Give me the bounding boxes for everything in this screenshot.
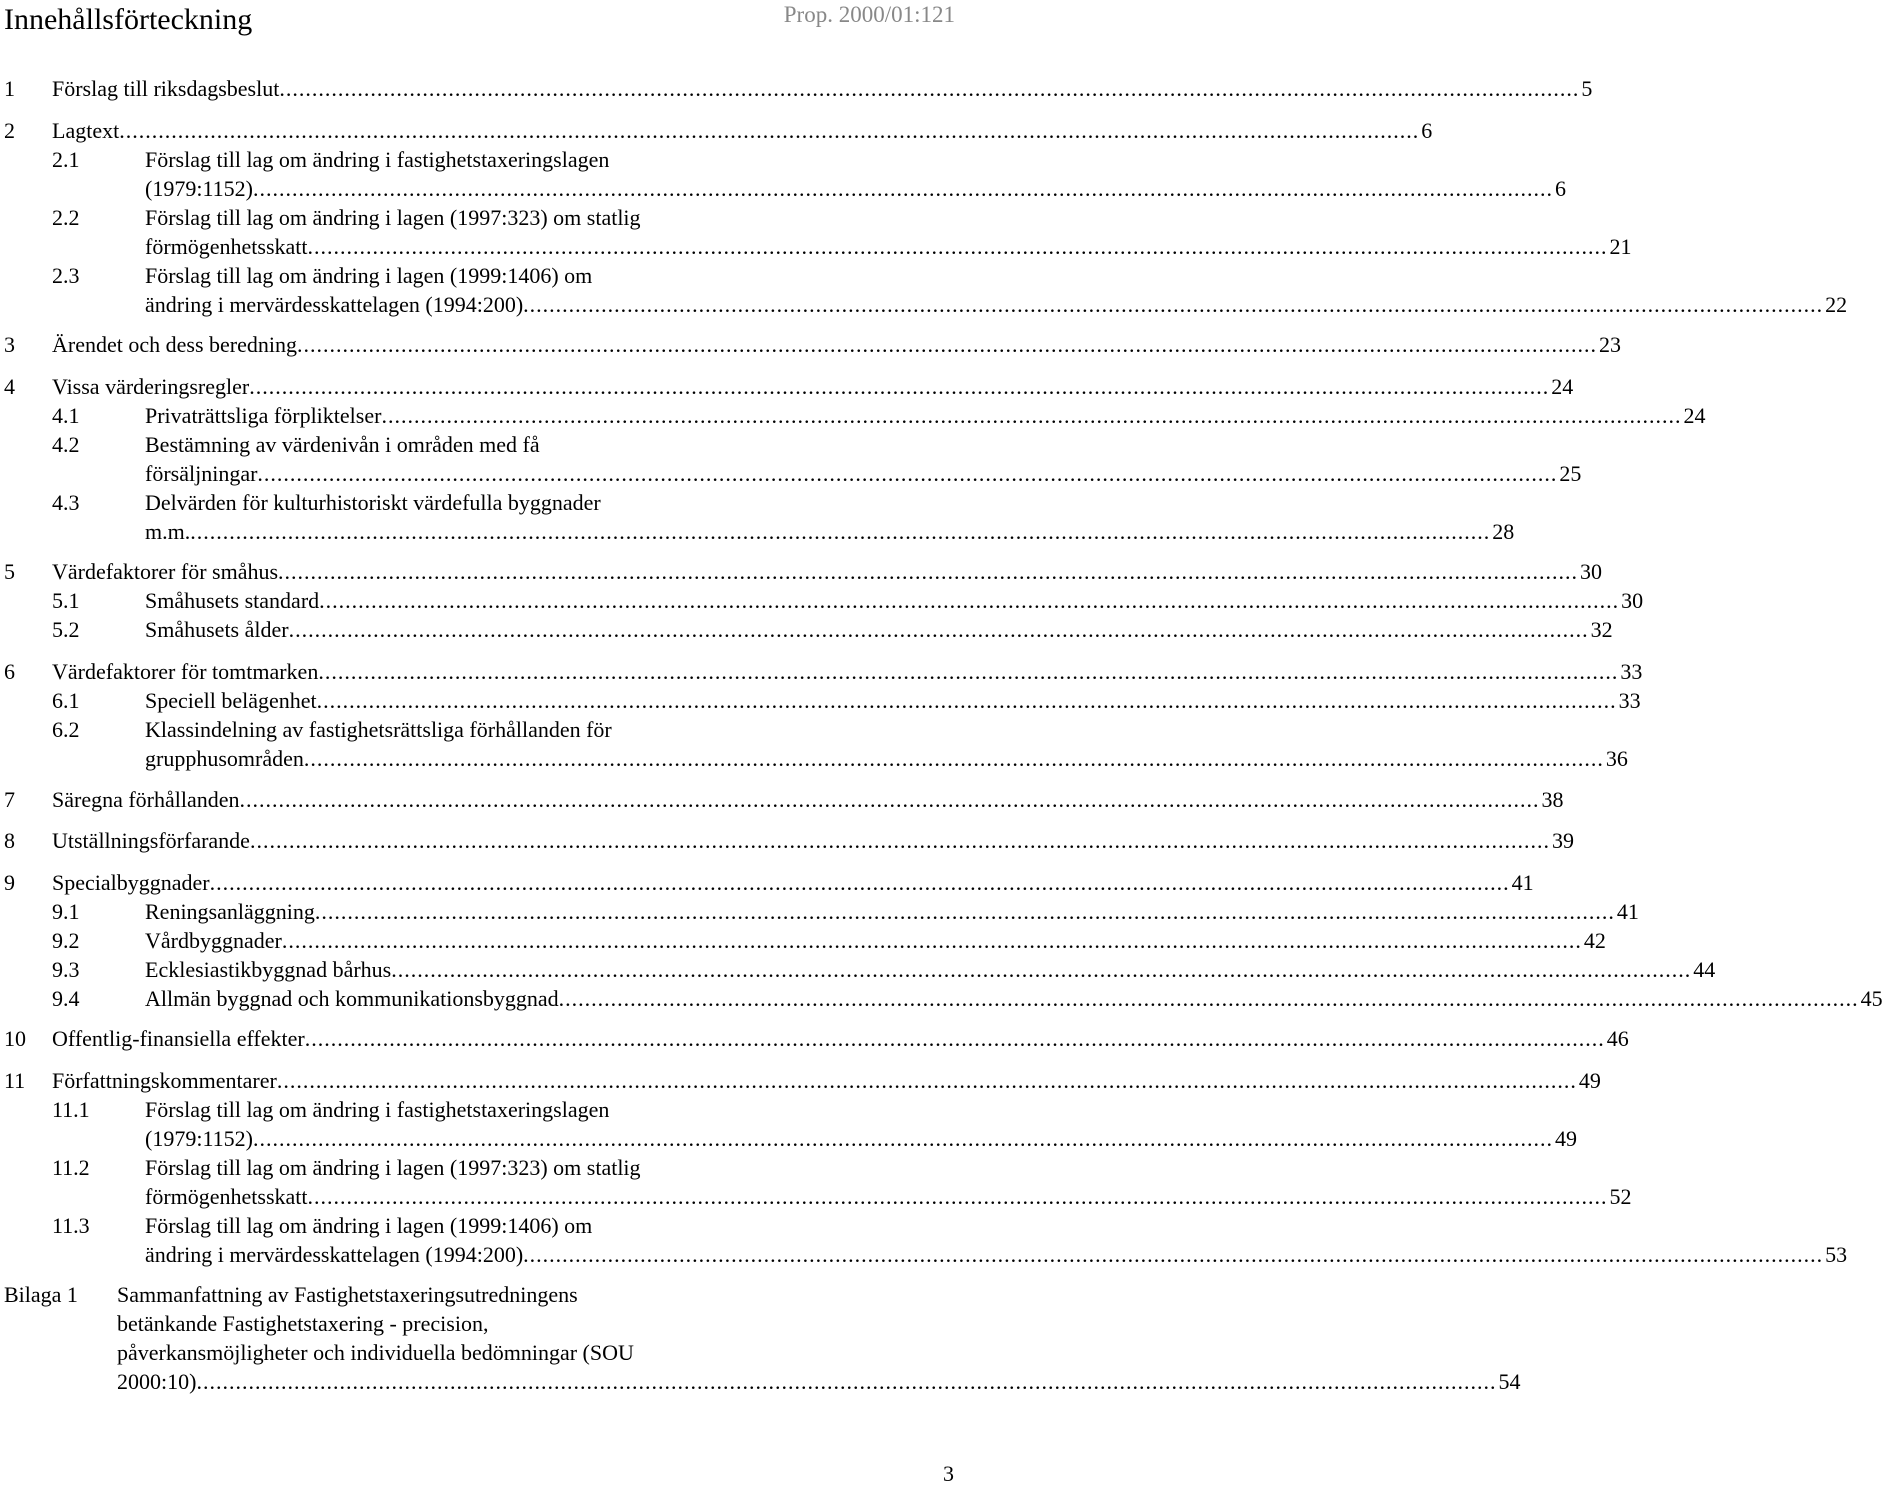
toc-leader-dots: ........................................................................................................................................................................................................ bbox=[279, 76, 1580, 101]
toc-entry-title: Värdefaktorer för småhus bbox=[52, 559, 279, 584]
toc-entry-number: 11 bbox=[4, 1068, 26, 1093]
toc-entry-number: 2.1 bbox=[52, 147, 80, 172]
toc-entry-number: 5.1 bbox=[52, 588, 80, 613]
toc-entry-title: Vårdbyggnader bbox=[145, 928, 282, 953]
toc-entry-page: 44 bbox=[1693, 957, 1716, 982]
toc-entry-page: 45 bbox=[1860, 986, 1883, 1011]
toc-entry-page: 32 bbox=[1590, 617, 1613, 642]
toc-entry-page: 39 bbox=[1551, 828, 1574, 853]
toc-entry-title: betänkande Fastighetstaxering - precision, bbox=[117, 1311, 489, 1336]
toc-entry-title: Delvärden för kulturhistoriskt värdefulla byggnader bbox=[145, 490, 601, 515]
toc-leader-dots: ........................................................................................................................................................................................................ bbox=[303, 746, 1604, 771]
toc-entry-number: 4.3 bbox=[52, 490, 80, 515]
toc-entry-title: Ärendet och dess beredning bbox=[52, 332, 297, 357]
toc-leader-dots: ........................................................................................................................................................................................................ bbox=[558, 986, 1859, 1011]
document-reference: Prop. 2000/01:121 bbox=[783, 2, 955, 27]
toc-leader-dots: ........................................................................................................................................................................................................ bbox=[381, 403, 1682, 428]
toc-leader-dots: ........................................................................................................................................................................................................ bbox=[296, 332, 1597, 357]
toc-entry-title: försäljningar bbox=[145, 461, 258, 486]
toc-entry-title: (1979:1152) bbox=[145, 176, 253, 201]
toc-entry-number: 4.2 bbox=[52, 432, 80, 457]
toc-entry-page: 52 bbox=[1609, 1184, 1632, 1209]
toc-leader-dots: ........................................................................................................................................................................................................ bbox=[391, 957, 1692, 982]
toc-entry-title: Allmän byggnad och kommunikationsbyggnad bbox=[145, 986, 559, 1011]
toc-entry-title: Privaträttsliga förpliktelser bbox=[145, 403, 382, 428]
toc-entry-page: 23 bbox=[1598, 332, 1621, 357]
toc-entry-page: 5 bbox=[1581, 76, 1593, 101]
toc-leader-dots: ........................................................................................................................................................................................................ bbox=[196, 1369, 1497, 1394]
toc-entry-title: påverkansmöjligheter och individuella bedömningar (SOU bbox=[117, 1340, 634, 1365]
toc-leader-dots: ........................................................................................................................................................................................................ bbox=[304, 1026, 1605, 1051]
page-title: Innehållsförteckning bbox=[4, 3, 253, 36]
toc-entry-title: m.m. bbox=[145, 519, 191, 544]
toc-entry-title: Ecklesiastikbyggnad bårhus bbox=[145, 957, 392, 982]
toc-entry-number: 4.1 bbox=[52, 403, 80, 428]
toc-entry-title: grupphusområden bbox=[145, 746, 304, 771]
toc-entry-number: 9.4 bbox=[52, 986, 80, 1011]
toc-entry-number: Bilaga 1 bbox=[4, 1282, 78, 1307]
toc-entry-number: 2.2 bbox=[52, 205, 80, 230]
toc-entry-title: förmögenhetsskatt bbox=[145, 1184, 308, 1209]
toc-entry-number: 11.2 bbox=[52, 1155, 90, 1180]
toc-entry-title: Förslag till lag om ändring i lagen (1999:1406) om bbox=[145, 263, 593, 288]
toc-entry-page: 54 bbox=[1498, 1369, 1521, 1394]
toc-leader-dots: ........................................................................................................................................................................................................ bbox=[523, 292, 1824, 317]
toc-entry-number: 9.3 bbox=[52, 957, 80, 982]
toc-entry-page: 46 bbox=[1606, 1026, 1629, 1051]
toc-entry-title: (1979:1152) bbox=[145, 1126, 253, 1151]
toc-entry-number: 4 bbox=[4, 374, 15, 399]
toc-entry-number: 9 bbox=[4, 870, 15, 895]
toc-entry-number: 9.2 bbox=[52, 928, 80, 953]
toc-entry-number: 2 bbox=[4, 118, 15, 143]
toc-entry-number: 11.1 bbox=[52, 1097, 90, 1122]
toc-entry-number: 5 bbox=[4, 559, 15, 584]
toc-entry-title: Speciell belägenhet bbox=[145, 688, 317, 713]
toc-entry-number: 5.2 bbox=[52, 617, 80, 642]
toc-entry-title: Författningskommentarer bbox=[52, 1068, 277, 1093]
toc-entry-title: Förslag till lag om ändring i fastighetstaxeringslagen bbox=[145, 1097, 610, 1122]
toc-entry-page: 49 bbox=[1578, 1068, 1601, 1093]
toc-entry-number: 11.3 bbox=[52, 1213, 90, 1238]
toc-leader-dots: ........................................................................................................................................................................................................ bbox=[252, 176, 1553, 201]
toc-leader-dots: ........................................................................................................................................................................................................ bbox=[318, 659, 1619, 684]
toc-entry-title: Förslag till riksdagsbeslut bbox=[52, 76, 280, 101]
toc-leader-dots: ........................................................................................................................................................................................................ bbox=[288, 617, 1589, 642]
toc-entry-title: Förslag till lag om ändring i lagen (1997:323) om statlig bbox=[145, 205, 641, 230]
toc-entry-page: 41 bbox=[1511, 870, 1534, 895]
toc-entry-title: Småhusets standard bbox=[145, 588, 320, 613]
toc-leader-dots: ........................................................................................................................................................................................................ bbox=[307, 234, 1608, 259]
toc-entry-title: ändring i mervärdesskattelagen (1994:200) bbox=[145, 1242, 524, 1267]
toc-leader-dots: ........................................................................................................................................................................................................ bbox=[316, 688, 1617, 713]
toc-entry-title: Värdefaktorer för tomtmarken bbox=[52, 659, 319, 684]
toc-entry-page: 49 bbox=[1554, 1126, 1577, 1151]
toc-entry-title: Småhusets ålder bbox=[145, 617, 289, 642]
toc-leader-dots: ........................................................................................................................................................................................................ bbox=[523, 1242, 1824, 1267]
toc-entry-title: Sammanfattning av Fastighetstaxeringsutredningens bbox=[117, 1282, 578, 1307]
toc-leader-dots: ........................................................................................................................................................................................................ bbox=[257, 461, 1558, 486]
toc-leader-dots: ........................................................................................................................................................................................................ bbox=[307, 1184, 1608, 1209]
toc-entry-page: 38 bbox=[1541, 787, 1564, 812]
toc-entry-page: 25 bbox=[1559, 461, 1582, 486]
toc-entry-title: Säregna förhållanden bbox=[52, 787, 240, 812]
toc-entry-page: 42 bbox=[1583, 928, 1606, 953]
toc-entry-title: förmögenhetsskatt bbox=[145, 234, 308, 259]
toc-entry-page: 24 bbox=[1683, 403, 1706, 428]
toc-entry-title: Utställningsförfarande bbox=[52, 828, 250, 853]
toc-entry-page: 30 bbox=[1580, 559, 1603, 584]
toc-entry-number: 6 bbox=[4, 659, 15, 684]
toc-entry-title: Specialbyggnader bbox=[52, 870, 210, 895]
toc-entry-title: Vissa värderingsregler bbox=[52, 374, 250, 399]
toc-leader-dots: ........................................................................................................................................................................................................ bbox=[209, 870, 1510, 895]
toc-entry-page: 6 bbox=[1421, 118, 1433, 143]
toc-entry-title: Klassindelning av fastighetsrättsliga förhållanden för bbox=[145, 717, 612, 742]
toc-leader-dots: ........................................................................................................................................................................................................ bbox=[278, 559, 1579, 584]
toc-entry-number: 8 bbox=[4, 828, 15, 853]
toc-entry-page: 21 bbox=[1609, 234, 1632, 259]
toc-entry-number: 6.1 bbox=[52, 688, 80, 713]
toc-leader-dots: ........................................................................................................................................................................................................ bbox=[314, 899, 1615, 924]
toc-entry-page: 30 bbox=[1621, 588, 1644, 613]
toc-entry-page: 22 bbox=[1825, 292, 1848, 317]
toc-entry-title: Lagtext bbox=[52, 118, 120, 143]
toc-entry-title: Förslag till lag om ändring i fastighetstaxeringslagen bbox=[145, 147, 610, 172]
toc-leader-dots: ........................................................................................................................................................................................................ bbox=[319, 588, 1620, 613]
toc-entry-page: 33 bbox=[1620, 659, 1643, 684]
toc-entry-page: 53 bbox=[1825, 1242, 1848, 1267]
toc-entry-page: 6 bbox=[1554, 176, 1566, 201]
toc-entry-page: 41 bbox=[1616, 899, 1639, 924]
page-number: 3 bbox=[943, 1461, 954, 1486]
toc-entry-number: 2.3 bbox=[52, 263, 80, 288]
toc-leader-dots: ........................................................................................................................................................................................................ bbox=[239, 787, 1540, 812]
toc-leader-dots: ........................................................................................................................................................................................................ bbox=[249, 828, 1550, 853]
toc-entry-page: 24 bbox=[1551, 374, 1574, 399]
toc-entry-page: 28 bbox=[1492, 519, 1515, 544]
toc-leader-dots: ........................................................................................................................................................................................................ bbox=[276, 1068, 1577, 1093]
toc-entry-page: 36 bbox=[1605, 746, 1628, 771]
toc-leader-dots: ........................................................................................................................................................................................................ bbox=[190, 519, 1491, 544]
toc-entry-number: 9.1 bbox=[52, 899, 80, 924]
toc-leader-dots: ........................................................................................................................................................................................................ bbox=[281, 928, 1582, 953]
toc-entry-title: Offentlig-finansiella effekter bbox=[52, 1026, 305, 1051]
toc-entry-title: Reningsanläggning bbox=[145, 899, 315, 924]
toc-leader-dots: ........................................................................................................................................................................................................ bbox=[249, 374, 1550, 399]
toc-entry-number: 7 bbox=[4, 787, 15, 812]
toc-leader-dots: ........................................................................................................................................................................................................ bbox=[119, 118, 1420, 143]
toc-entry-title: Förslag till lag om ändring i lagen (1997:323) om statlig bbox=[145, 1155, 641, 1180]
toc-entry-page: 33 bbox=[1618, 688, 1641, 713]
toc-entry-title: Bestämning av värdenivån i områden med få bbox=[145, 432, 540, 457]
toc-entry-title: ändring i mervärdesskattelagen (1994:200) bbox=[145, 292, 524, 317]
toc-entry-number: 6.2 bbox=[52, 717, 80, 742]
toc-entry-title: Förslag till lag om ändring i lagen (1999:1406) om bbox=[145, 1213, 593, 1238]
toc-entry-title: 2000:10) bbox=[117, 1369, 197, 1394]
toc-leader-dots: ........................................................................................................................................................................................................ bbox=[252, 1126, 1553, 1151]
toc-entry-number: 10 bbox=[4, 1026, 26, 1051]
toc-entry-number: 3 bbox=[4, 332, 15, 357]
toc-entry-number: 1 bbox=[4, 76, 15, 101]
